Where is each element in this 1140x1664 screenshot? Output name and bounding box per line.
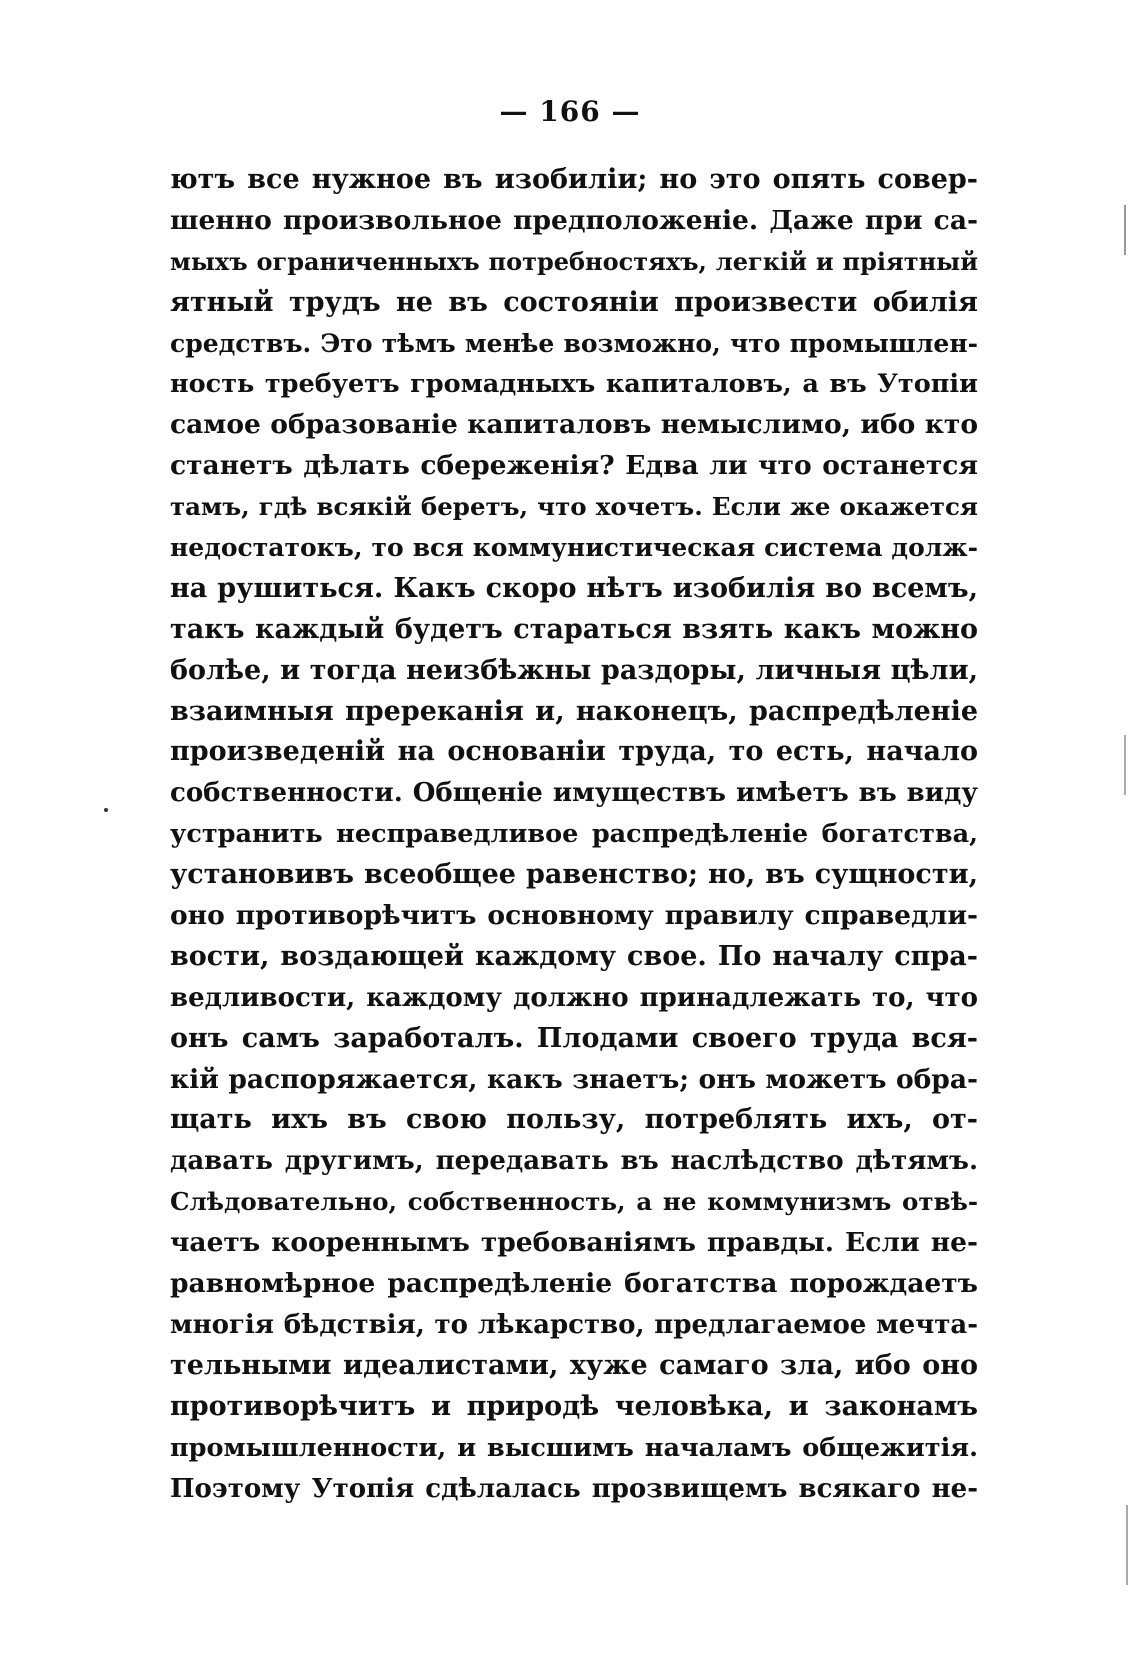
text-line: тельными идеалистами, хуже самаго зла, ибо оно xyxy=(170,1349,978,1381)
text-line: на рушиться. Какъ скоро нѣтъ изобилія во всемъ, xyxy=(170,572,978,604)
text-line: промышленности, и высшимъ началамъ общежитія. xyxy=(170,1432,978,1463)
page-number: — 166 — xyxy=(499,95,641,128)
text-line: ютъ все нужное въ изобиліи; но это опять совер- xyxy=(170,164,978,195)
text-line: вости, воздающей каждому свое. По началу спра- xyxy=(170,940,978,972)
text-line: онъ самъ заработалъ. Плодами своего труда вся- xyxy=(170,1022,978,1054)
text-line: давать другимъ, передавать въ наслѣдство дѣтямъ. xyxy=(170,1146,978,1177)
scan-artifact xyxy=(1124,205,1126,255)
text-line: мыхъ ограниченныхъ потребностяхъ, легкій и пріятный xyxy=(170,246,978,276)
text-line: чаетъ коореннымъ требованіямъ правды. Если не- xyxy=(170,1227,978,1259)
text-line: Слѣдовательно, собственность, а не коммунизмъ отвѣ- xyxy=(170,1187,978,1217)
text-line: произведеній на основаніи труда, то есть, начало xyxy=(170,736,978,768)
text-line: Поэтому Утопія сдѣлалась прозвищемъ всякаго не- xyxy=(170,1473,978,1504)
text-line: средствъ. Это тѣмъ менѣе возможно, что промышлен- xyxy=(170,328,978,358)
text-line: равномѣрное распредѣленіе богатства порождаетъ xyxy=(170,1268,978,1300)
text-line: шенно произвольное предположеніе. Даже при са- xyxy=(170,204,978,236)
text-line: кій распоряжается, какъ знаетъ; онъ можетъ обра- xyxy=(170,1063,978,1095)
text-line: недостатокъ, то вся коммунистическая система долж- xyxy=(170,533,978,563)
scan-artifact xyxy=(104,808,108,812)
scan-artifact xyxy=(1126,1505,1128,1585)
text-line: такъ каждый будетъ стараться взять какъ можно xyxy=(170,613,978,645)
text-line: тамъ, гдѣ всякій беретъ, что хочетъ. Если же окажется xyxy=(170,492,978,522)
text-line: ведливости, каждому должно принадлежать то, что xyxy=(170,982,978,1013)
text-line: ность требуетъ громадныхъ капиталовъ, а въ Утопіи xyxy=(170,369,978,400)
text-line: устранить несправедливое распредѣленіе богатства, xyxy=(170,819,978,850)
text-line: болѣе, и тогда неизбѣжны раздоры, личныя цѣли, xyxy=(170,654,978,686)
text-line: щать ихъ въ свою пользу, потреблять ихъ, от- xyxy=(170,1104,978,1136)
text-line: оно противорѣчитъ основному правилу справедли- xyxy=(170,900,978,932)
text-line: многія бѣдствія, то лѣкарство, предлагаемое мечта- xyxy=(170,1309,978,1340)
text-line: установивъ всеобщее равенство; но, въ сущности, xyxy=(170,859,978,891)
scan-artifact xyxy=(1124,735,1126,795)
text-line: самое образованіе капиталовъ немыслимо, ибо кто xyxy=(170,409,978,441)
text-line: собственности. Общеніе имуществъ имѣетъ въ виду xyxy=(170,778,978,809)
text-line: станетъ дѣлать сбереженія? Едва ли что останется xyxy=(170,450,978,482)
text-line: ятный трудъ не въ состояніи произвести обилія xyxy=(170,286,978,318)
text-line: взаимныя пререканія и, наконецъ, распредѣленіе xyxy=(170,695,978,727)
body-text xyxy=(170,160,978,1509)
text-line: противорѣчитъ и природѣ человѣка, и законамъ xyxy=(170,1390,978,1422)
